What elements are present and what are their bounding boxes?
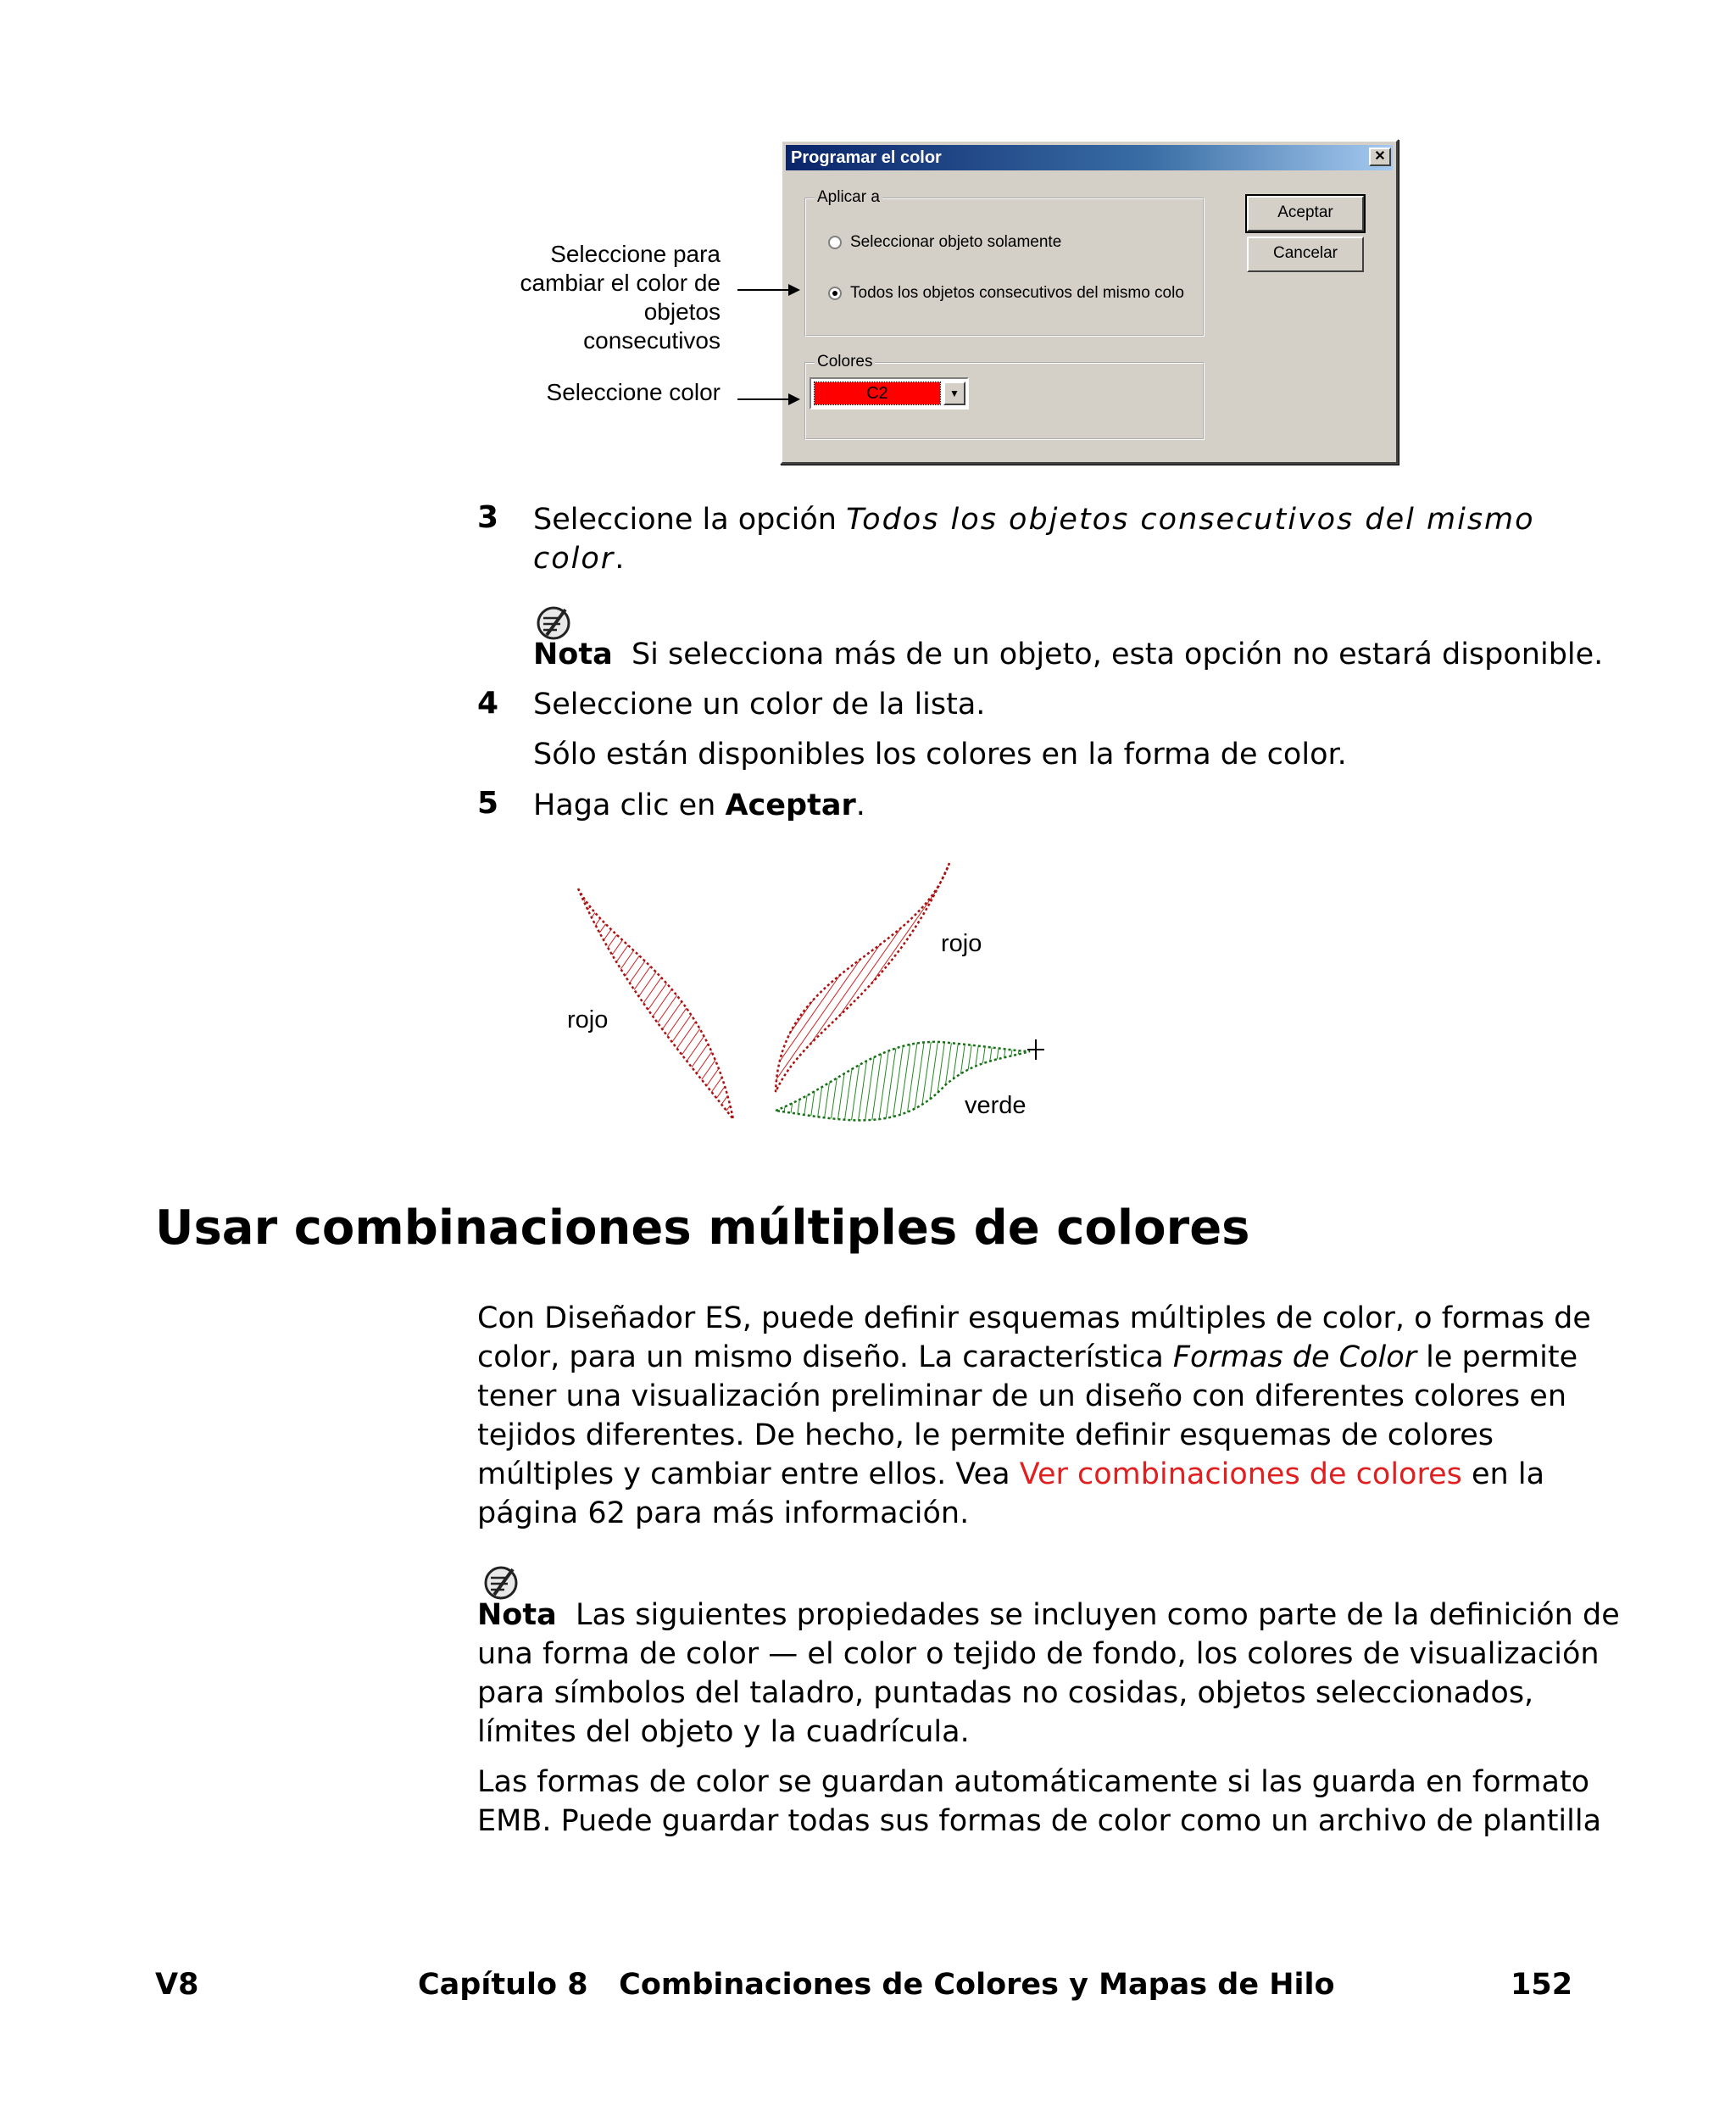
paragraph-line: tener una visualización preliminar de un diseño con diferentes colores en: [477, 1379, 1567, 1413]
radio-label-selected-only: Seleccionar objeto solamente: [850, 233, 1062, 251]
feature-name: Formas de Color: [1172, 1340, 1416, 1374]
paragraph-line: Las formas de color se guardan automáticamente si las guarda en formato: [477, 1765, 1590, 1799]
step-5-end: .: [855, 788, 865, 822]
label-green: verde: [965, 1092, 1027, 1119]
paragraph-line: tejidos diferentes. De hecho, le permite definir esquemas de colores: [477, 1418, 1494, 1452]
callout-color: Seleccione color: [546, 379, 721, 405]
chevron-down-icon[interactable]: ▼: [943, 382, 965, 405]
label-red-left: rojo: [567, 1006, 609, 1033]
step-3-option-name: Todos los objetos consecutivos del mismo: [846, 503, 1535, 537]
paragraph-line: Con Diseñador ES, puede definir esquemas múltiples de color, o formas de: [477, 1301, 1591, 1335]
note-2: [477, 1596, 1681, 1752]
paragraph-line: página 62 para más información.: [477, 1496, 970, 1530]
text-run: múltiples y cambiar entre ellos. Vea: [477, 1457, 1020, 1491]
arrow-right-icon: [788, 284, 800, 296]
step-3-option-name-cont: color: [533, 542, 615, 576]
step-5-text: [533, 786, 865, 825]
note-1-text: Si selecciona más de un objeto, esta opción no estará disponible.: [631, 638, 1604, 671]
step-4-text: Seleccione un color de la lista.: [533, 688, 986, 721]
text-run: le permite: [1416, 1340, 1578, 1374]
paragraph-line: [477, 1455, 1681, 1494]
footer-chapter: Capítulo 8 Combinaciones de Colores y Mapas de Hilo: [418, 1968, 1335, 2002]
callout-line: objetos: [643, 298, 721, 325]
color-select[interactable]: [810, 377, 969, 409]
crosshair-cursor-icon: [1027, 1039, 1044, 1060]
step-5-bold: Aceptar: [725, 788, 856, 822]
note-1-label: Nota: [533, 638, 613, 671]
radio-label-all-consecutive: Todos los objetos consecutivos del mismo colo: [850, 284, 1184, 302]
paragraph-line: una forma de color — el color o tejido de fondo, los colores de visualización: [477, 1637, 1600, 1671]
red-leaf-left: [578, 889, 733, 1119]
ok-button[interactable]: Aceptar: [1247, 196, 1364, 231]
paragraph-1: [477, 1299, 1681, 1533]
callout-consecutive: [441, 240, 721, 355]
step-number: 5: [477, 786, 499, 821]
cancel-button[interactable]: Cancelar: [1247, 237, 1364, 272]
callout-line: consecutivos: [583, 327, 721, 354]
text-run: en la: [1461, 1457, 1545, 1491]
paragraph-line: para símbolos del taladro, puntadas no cosidas, objetos seleccionados,: [477, 1676, 1534, 1710]
paragraph-line: [477, 1596, 1681, 1635]
text-run: Las siguientes propiedades se incluyen como parte de la definición de: [575, 1598, 1620, 1632]
paragraph-line: [477, 1338, 1681, 1377]
label-red-right: rojo: [941, 930, 982, 957]
step-3-prefix: Seleccione la opción: [533, 503, 847, 537]
cross-reference-link[interactable]: Ver combinaciones de colores: [1019, 1457, 1462, 1491]
step-number: 3: [477, 500, 499, 535]
step-3-text: [533, 500, 1635, 578]
footer-page-number: 152: [1511, 1968, 1573, 2002]
dialog-title: Programar el color: [786, 145, 1393, 170]
colors-legend: Colores: [815, 353, 875, 371]
step-5-prefix: Haga clic en: [533, 788, 726, 822]
callout-line: cambiar el color de: [520, 270, 721, 296]
step-number: 4: [477, 686, 499, 721]
step-4-subtext: Sólo están disponibles los colores en la forma de color.: [533, 738, 1347, 772]
close-icon[interactable]: ✕: [1369, 148, 1391, 166]
callout-arrow-line: [737, 289, 788, 291]
apply-to-group: [804, 188, 1205, 337]
text-run: color, para un mismo diseño. La característica: [477, 1340, 1173, 1374]
paragraph-line: EMB. Puede guardar todas sus formas de color como un archivo de plantilla: [477, 1804, 1602, 1838]
footer-version: V8: [155, 1968, 199, 2002]
radio-button-icon[interactable]: [828, 236, 842, 249]
paragraph-line: límites del objeto y la cuadrícula.: [477, 1715, 970, 1749]
apply-to-legend: Aplicar a: [815, 188, 882, 207]
arrow-right-icon: [788, 393, 800, 405]
radio-all-consecutive[interactable]: [828, 284, 1184, 303]
callout-line: Seleccione para: [550, 241, 721, 267]
radio-button-checked-icon[interactable]: [828, 287, 842, 300]
callout-arrow-line: [737, 398, 788, 400]
paragraph-2: [477, 1763, 1681, 1841]
note-2-label: Nota: [477, 1598, 557, 1632]
note-1: [533, 635, 1686, 674]
color-program-dialog: [780, 139, 1399, 465]
step-3-end: .: [615, 542, 625, 576]
color-select-value: C2: [815, 382, 940, 404]
section-heading: Usar combinaciones múltiples de colores: [155, 1201, 1250, 1256]
radio-selected-only[interactable]: [828, 233, 1061, 252]
